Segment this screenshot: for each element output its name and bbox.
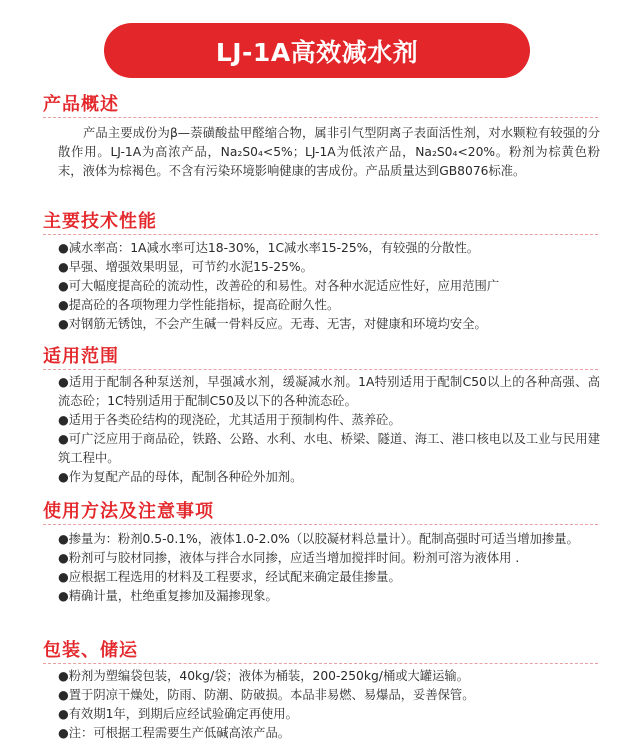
list-item: ●适用于配制各种泵送剂，早强减水剂，缓凝减水剂。1A特别适用于配制C50以上的各种高强、高流态砼；1C特别适用于配制C50及以下的各种流态砼。 [58,375,600,408]
performance-divider [43,234,598,235]
list-item: ●对钢筋无锈蚀，不会产生碱一骨料反应。无毒、无害，对健康和环境均安全。 [58,317,487,331]
list-item: ●提高砼的各项物理力学性能指标，提高砼耐久性。 [58,298,340,312]
list-item: ●粉剂为塑编袋包装，40kg/袋；液体为桶装，200-250kg/桶或大罐运输。 [58,669,470,683]
overview-body [58,124,600,181]
list-item: ●可广泛应用于商品砼，铁路、公路、水利、水电、桥梁、隧道、海工、港口核电以及工业与民用建筑工程中。 [58,432,600,465]
usage-heading: 使用方法及注意事项 [43,501,214,522]
list-item: ●置于阴凉干燥处，防雨、防潮、防破损。本品非易燃、易爆品，妥善保管。 [58,688,475,702]
list-item: ●作为复配产品的母体，配制各种砼外加剂。 [58,470,303,484]
page-title: LJ-1A高效减水剂 [215,37,419,67]
packaging-body [58,667,600,743]
title-banner [104,23,530,78]
scope-body [58,373,600,487]
usage-body [58,530,600,606]
list-item: ●有效期1年，到期后应经试验确定再使用。 [58,707,298,721]
list-item: ●可大幅度提高砼的流动性，改善砼的和易性。对各种水泥适应性好，应用范围广 [58,279,500,293]
list-item: ●适用于各类砼结构的现浇砼，尤其适用于预制构件、蒸养砼。 [58,413,401,427]
overview-heading: 产品概述 [43,94,119,115]
list-item: ●早强、增强效果明显，可节约水泥15-25%。 [58,260,313,274]
scope-divider [43,369,598,370]
list-item: ●粉剂可与胶材同掺，液体与拌合水同掺，应适当增加搅拌时间。粉剂可溶为液体用 . [58,551,520,565]
list-item: ●精确计量，杜绝重复掺加及漏掺现象。 [58,589,278,603]
packaging-heading: 包装、储运 [43,640,138,661]
list-item: ●注：可根据工程需要生产低碱高浓产品。 [58,726,291,740]
scope-heading: 适用范围 [43,346,119,367]
usage-divider [43,524,598,525]
overview-divider [43,117,598,118]
performance-heading: 主要技术性能 [43,211,157,232]
list-item: ●应根据工程选用的材料及工程要求，经试配来确定最佳掺量。 [58,570,401,584]
packaging-divider [43,663,598,664]
list-item: ●减水率高：1A减水率可达18-30%，1C减水率15-25%，有较强的分散性。 [58,241,480,255]
overview-paragraph: 产品主要成份为β—萘磺酸盐甲醛缩合物，属非引气型阴离子表面活性剂，对水颗粒有较强的分散作用。LJ-1A为高浓产品，Na₂S0₄<5%；LJ-1A为低浓产品，Na₂S0₄<20%。粉剂为棕黄色粉末，液体为棕褐色。不含有污染环境影响健康的害成份。产品质量达到GB8076标准。 [58,126,600,178]
performance-body [58,239,600,334]
list-item: ●掺量为：粉剂0.5-0.1%，液体1.0-2.0%（以胶凝材料总量计）。配制高强时可适当增加掺量。 [58,532,579,546]
